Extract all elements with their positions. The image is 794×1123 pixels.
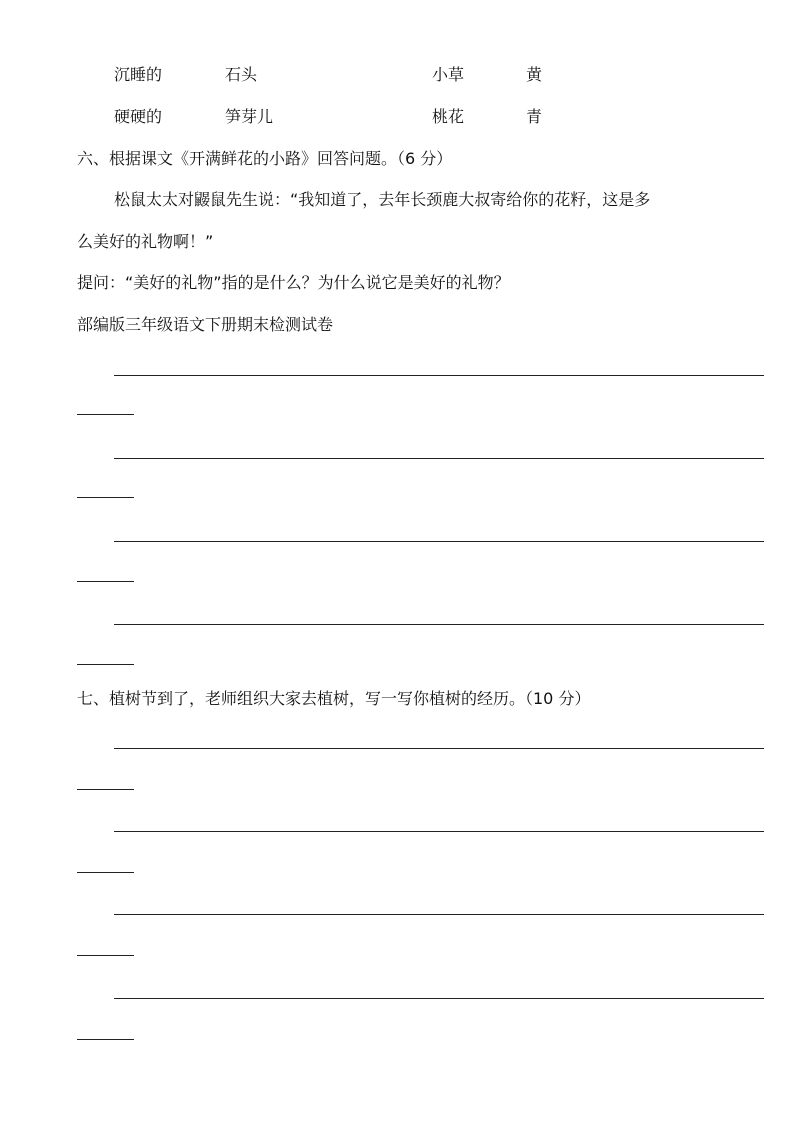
word-row2-col4: 青 xyxy=(526,107,543,126)
footer-note: 部编版三年级语文下册期末检测试卷 xyxy=(77,315,334,334)
word-row2-col1: 硬硬的 xyxy=(114,107,163,126)
section7-heading: 七、植树节到了，老师组织大家去植树，写一写你植树的经历。（10 分） xyxy=(77,689,591,708)
answer-line-end[interactable] xyxy=(77,872,134,873)
answer-line-end[interactable] xyxy=(77,497,134,498)
answer-line[interactable] xyxy=(114,458,764,459)
answer-line[interactable] xyxy=(114,831,764,832)
answer-line[interactable] xyxy=(114,998,764,999)
word-row1-col4: 黄 xyxy=(526,65,543,84)
answer-line-end[interactable] xyxy=(77,664,134,665)
answer-line[interactable] xyxy=(114,914,764,915)
word-row2-col2: 笋芽儿 xyxy=(225,107,274,126)
word-row1-col1: 沉睡的 xyxy=(114,65,163,84)
answer-line-end[interactable] xyxy=(77,414,134,415)
answer-line-end[interactable] xyxy=(77,955,134,956)
answer-line[interactable] xyxy=(114,624,764,625)
word-row1-col2: 石头 xyxy=(225,65,258,84)
word-row1-col3: 小草 xyxy=(432,65,465,84)
answer-line-end[interactable] xyxy=(77,1039,134,1040)
answer-line[interactable] xyxy=(114,375,764,376)
answer-line-end[interactable] xyxy=(77,789,134,790)
section6-passage-line2: 么美好的礼物啊！” xyxy=(77,232,214,251)
section6-passage-line1: 松鼠太太对鼹鼠先生说：“我知道了，去年长颈鹿大叔寄给你的花籽，这是多 xyxy=(114,190,651,209)
word-row2-col3: 桃花 xyxy=(432,107,465,126)
section6-question: 提问：“美好的礼物”指的是什么？为什么说它是美好的礼物？ xyxy=(77,273,510,292)
section6-heading: 六、根据课文《开满鲜花的小路》回答问题。（6 分） xyxy=(77,149,453,168)
answer-line-end[interactable] xyxy=(77,581,134,582)
answer-line[interactable] xyxy=(114,748,764,749)
answer-line[interactable] xyxy=(114,541,764,542)
